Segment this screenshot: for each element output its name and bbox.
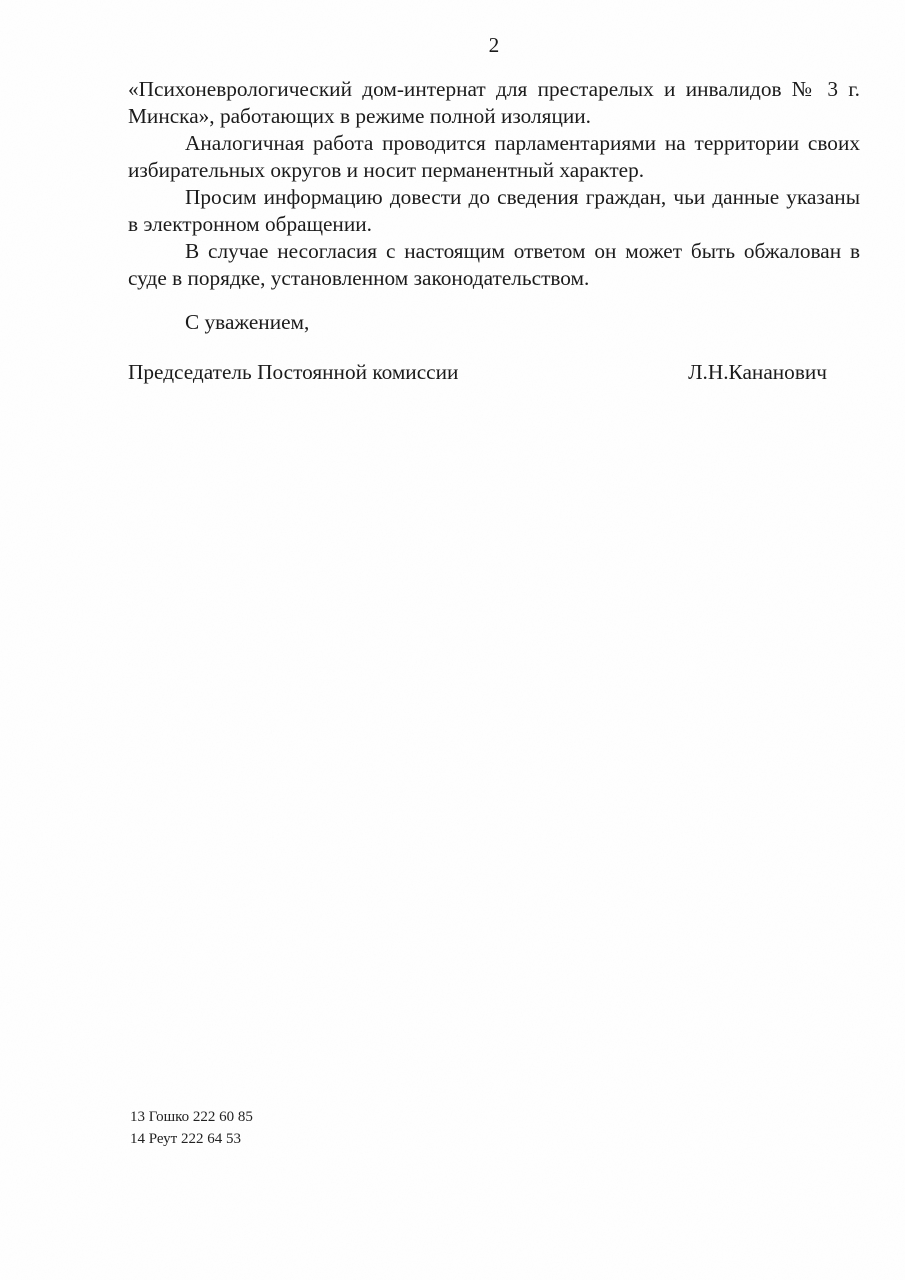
signature-name: Л.Н.Кананович	[688, 360, 827, 384]
signature-title: Председатель Постоянной комиссии	[128, 360, 459, 384]
signature-row	[128, 359, 860, 386]
paragraph-continuation: «Психоневрологический дом-интернат для престарелых и инвалидов № 3 г. Минска», работающих в режиме полной изоляции.	[128, 77, 860, 128]
closing-salutation: С уважением,	[185, 310, 310, 334]
paragraph: Аналогичная работа проводится парламентариями на территории своих избирательных округов и носит перманентный характер.	[128, 131, 860, 182]
footer-contact-line: 13 Гошко 222 60 85	[130, 1109, 253, 1125]
page-number: 2	[488, 33, 500, 57]
letter-body	[128, 76, 860, 386]
paragraph: В случае несогласия с настоящим ответом он может быть обжалован в суде в порядке, установленном законодательством.	[128, 239, 860, 290]
paragraph: Просим информацию довести до сведения граждан, чьи данные указаны в электронном обращении.	[128, 185, 860, 236]
footer-contacts	[130, 1106, 253, 1150]
footer-contact-line: 14 Реут 222 64 53	[130, 1131, 241, 1147]
